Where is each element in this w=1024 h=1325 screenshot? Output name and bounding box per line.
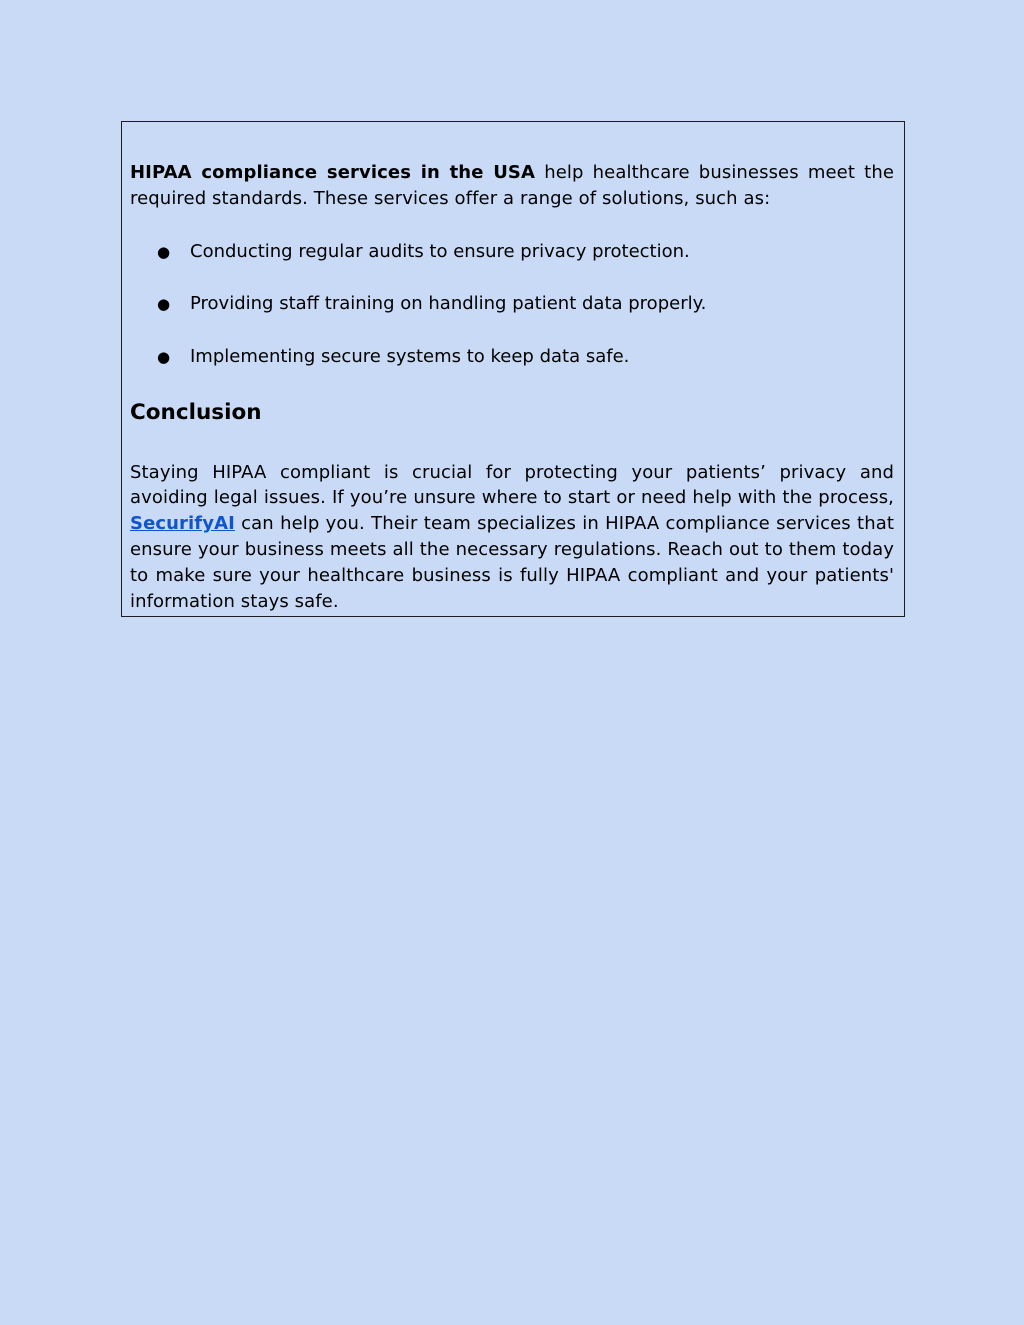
list-item bbox=[130, 291, 894, 318]
conclusion-heading: Conclusion bbox=[130, 399, 262, 425]
securifyai-link[interactable]: SecurifyAI bbox=[130, 513, 235, 535]
list-item bbox=[130, 239, 894, 266]
services-list bbox=[130, 239, 894, 371]
conclusion-text-before-link: Staying HIPAA compliant is crucial for protecting your patients’ privacy and avoiding legal issues. If you’re unsure where to start or need help with the process, bbox=[130, 461, 894, 509]
list-item-text: Implementing secure systems to keep data safe. bbox=[190, 345, 630, 367]
bullet-icon: ● bbox=[157, 295, 171, 314]
intro-bold-lead: HIPAA compliance services in the USA bbox=[130, 162, 536, 183]
bullet-icon: ● bbox=[157, 347, 171, 366]
intro-rest-text: help healthcare businesses meet the required standards. These services offer a range of solutions, such as: bbox=[130, 162, 894, 209]
conclusion-text-after-link: can help you. Their team specializes in HIPAA compliance services that ensure your business meets all the necessary regulations. Reach out to them today to make sure your healthcare business is fully HIPAA compliant and your patients' information stays safe. bbox=[130, 513, 894, 612]
list-item-text: Providing staff training on handling patient data properly. bbox=[190, 293, 707, 315]
list-item-text: Conducting regular audits to ensure privacy protection. bbox=[190, 240, 690, 262]
list-item bbox=[130, 344, 894, 371]
bullet-icon: ● bbox=[157, 242, 171, 261]
conclusion-paragraph bbox=[130, 460, 894, 615]
intro-paragraph bbox=[130, 160, 894, 212]
content-box bbox=[121, 121, 905, 617]
